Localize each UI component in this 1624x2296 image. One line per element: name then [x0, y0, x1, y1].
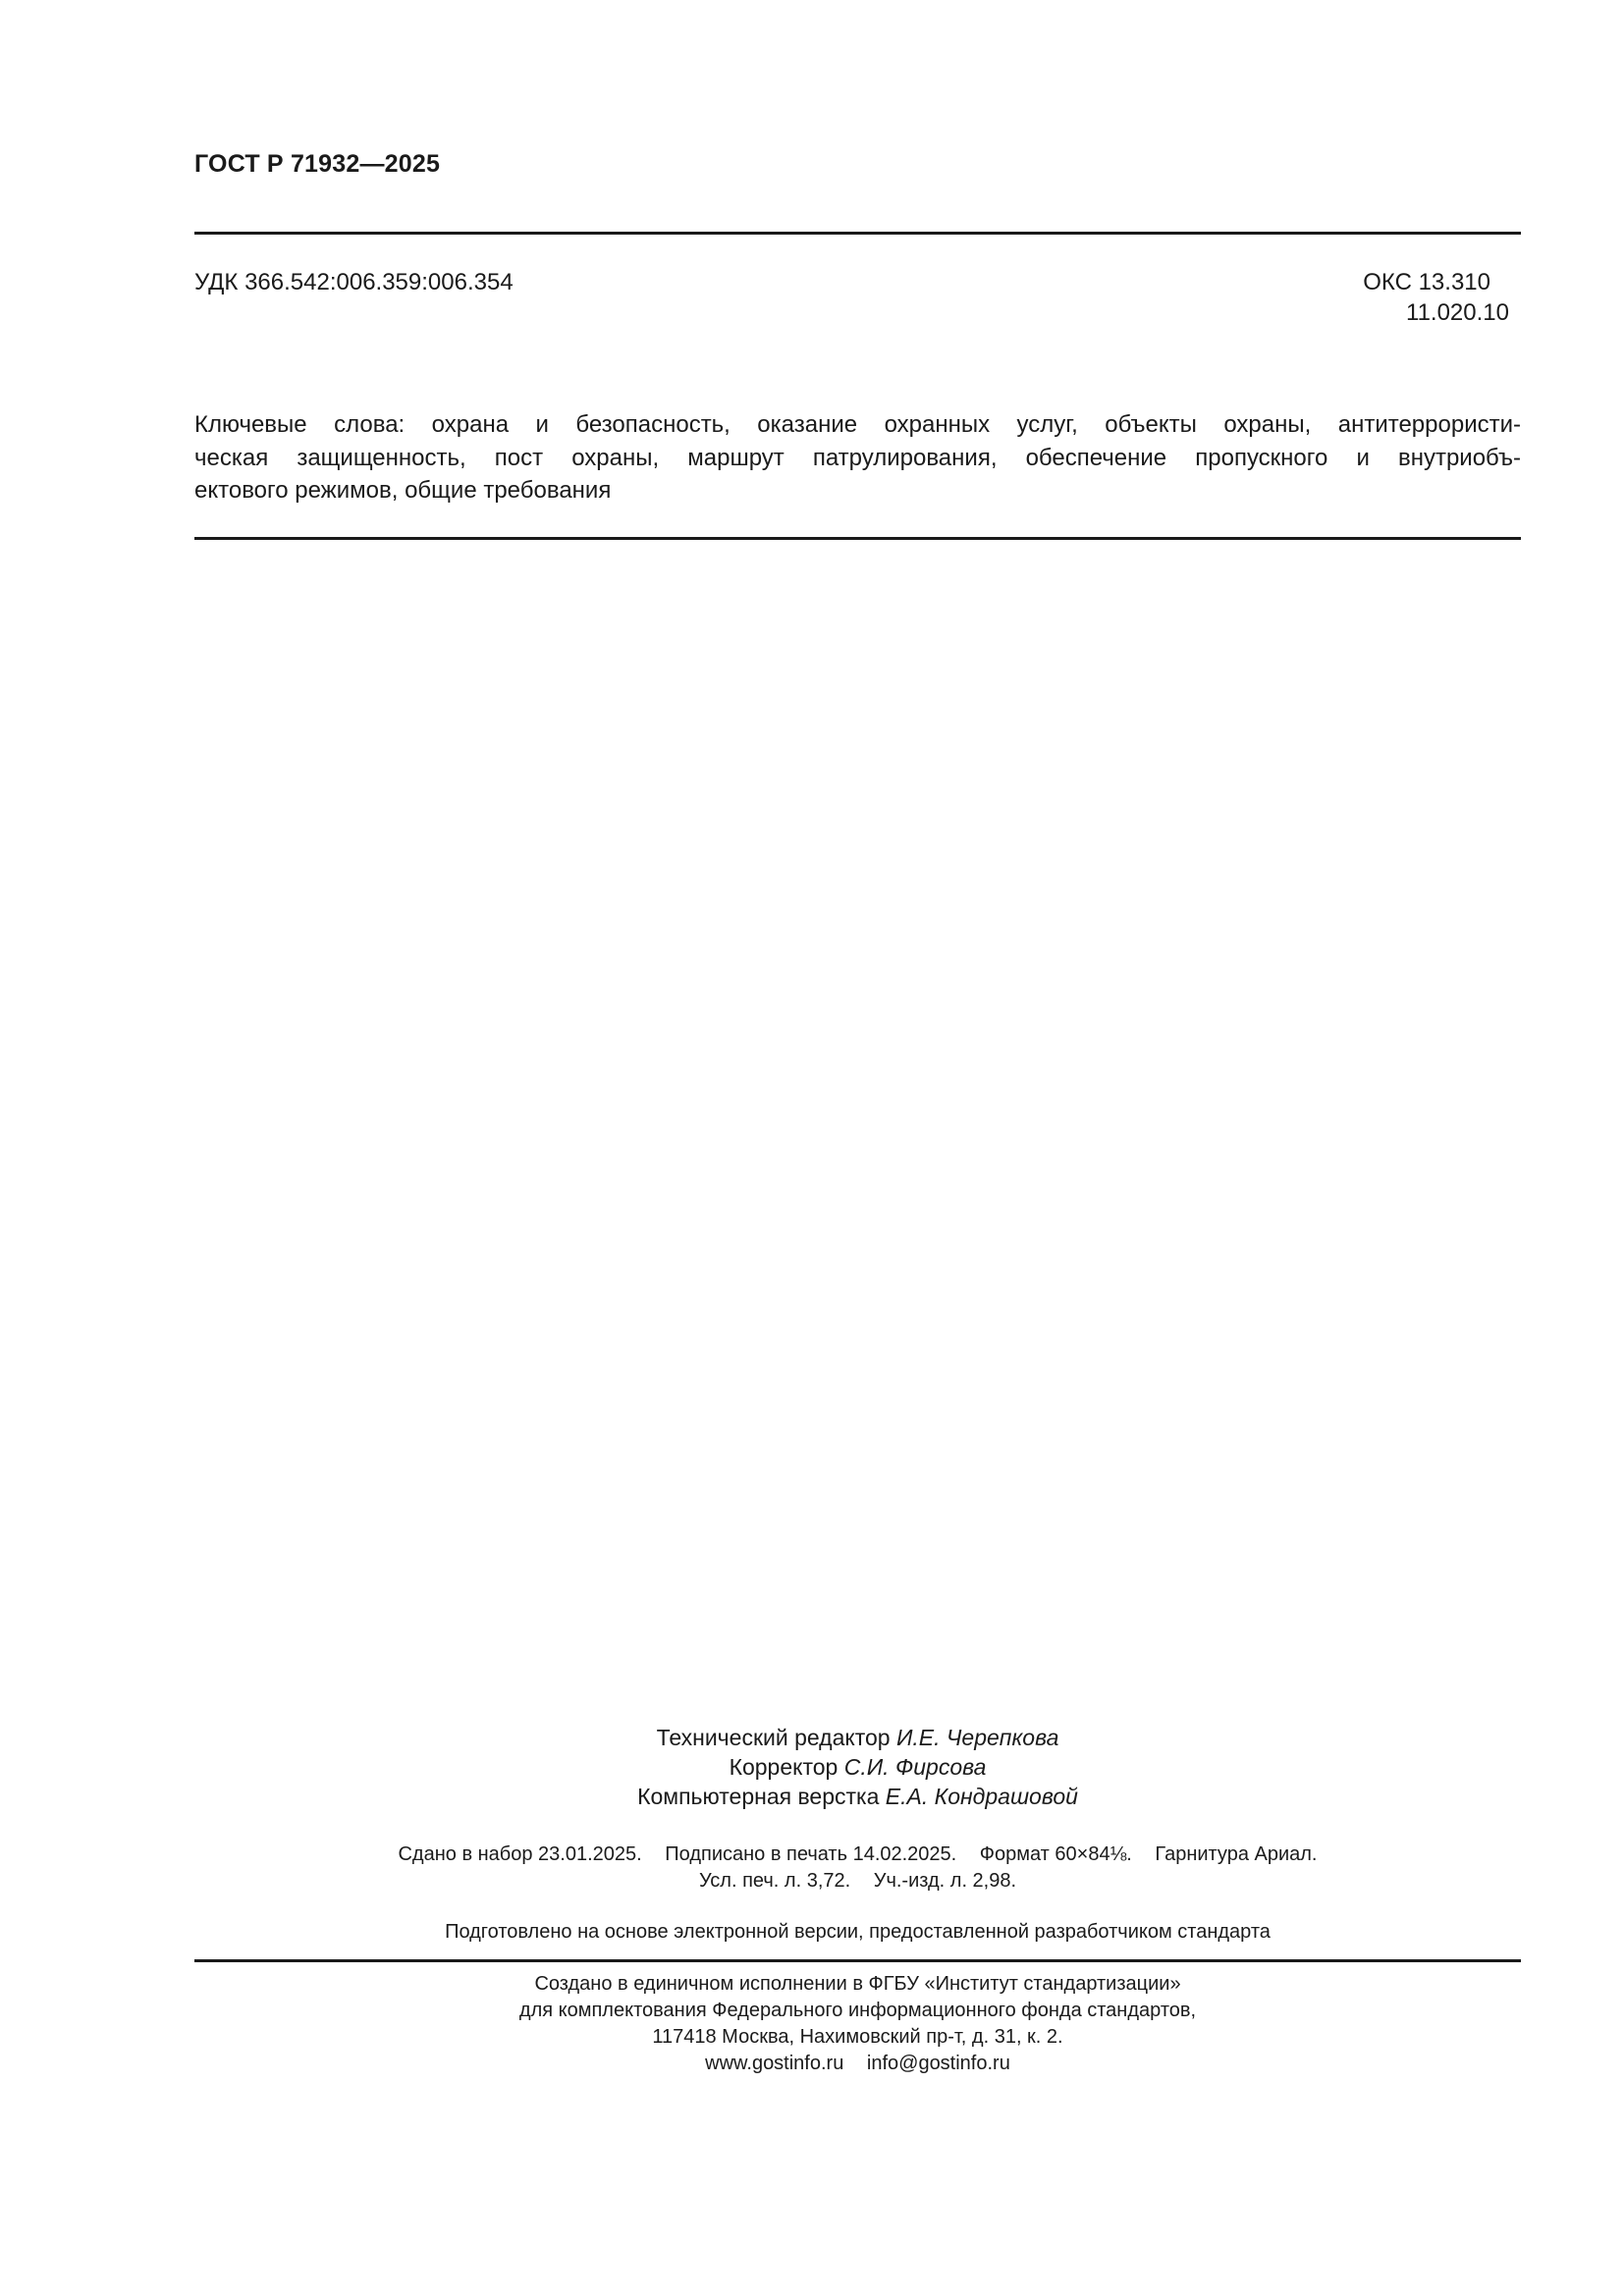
publisher-address: 117418 Москва, Нахимовский пр-т, д. 31, к. 2. [652, 2026, 1063, 2048]
email-link[interactable]: info@gostinfo.ru [866, 2053, 1010, 2074]
top-divider [194, 232, 1521, 235]
signed-date: Подписано в печать 14.02.2025. [665, 1843, 957, 1865]
tech-editor-label: Технический редактор [656, 1725, 891, 1750]
layout-label: Компьютерная верстка [637, 1784, 880, 1809]
typeface: Гарнитура Ариал. [1155, 1843, 1318, 1865]
publisher-line-2: для комплектования Федерального информационного фонда стандартов, [518, 2000, 1197, 2021]
keywords-line: Ключевые слова: охрана и безопасность, оказание охранных услуг, объекты охраны, антитеррористи- [194, 411, 1521, 438]
credits [194, 1723, 1521, 1811]
oks-code-2: 11.020.10 [1406, 299, 1509, 326]
corrector-name: С.И. Фирсова [843, 1754, 987, 1780]
paper-format: Формат 60×84⅛. [979, 1843, 1132, 1865]
udk-code: УДК 366.542:006.359:006.354 [194, 269, 514, 295]
bottom-divider [194, 1959, 1521, 1962]
tech-editor-name: И.Е. Черепкова [895, 1725, 1059, 1750]
keywords-line: ческая защищенность, пост охраны, маршрут патрулирования, обеспечение пропускного и внутриобъ- [194, 444, 1521, 471]
corrector-label: Корректор [729, 1754, 839, 1780]
submitted-date: Сдано в набор 23.01.2025. [398, 1843, 642, 1865]
tech-editor [194, 1723, 1521, 1752]
corrector [194, 1752, 1521, 1782]
publisher-line-1: Создано в единичном исполнении в ФГБУ «Институт стандартизации» [534, 1973, 1181, 1995]
publisher-sheets: Уч.-изд. л. 2,98. [873, 1870, 1017, 1892]
layout-name: Е.А. Кондрашовой [885, 1784, 1078, 1809]
publisher-info [194, 1971, 1521, 2077]
document-code: ГОСТ Р 71932—2025 [194, 150, 441, 178]
prepared-note: Подготовлено на основе электронной версии, предоставленной разработчиком стандарта [445, 1921, 1271, 1943]
website-link[interactable]: www.gostinfo.ru [705, 2053, 844, 2074]
print-sheets: Усл. печ. л. 3,72. [698, 1870, 851, 1892]
keywords-line: ектового режимов, общие требования [194, 477, 612, 504]
keywords-divider [194, 537, 1521, 540]
keywords [194, 408, 1521, 507]
layout-editor [194, 1782, 1521, 1811]
print-info [194, 1842, 1521, 1895]
oks-code-1: ОКС 13.310 [1363, 269, 1490, 295]
